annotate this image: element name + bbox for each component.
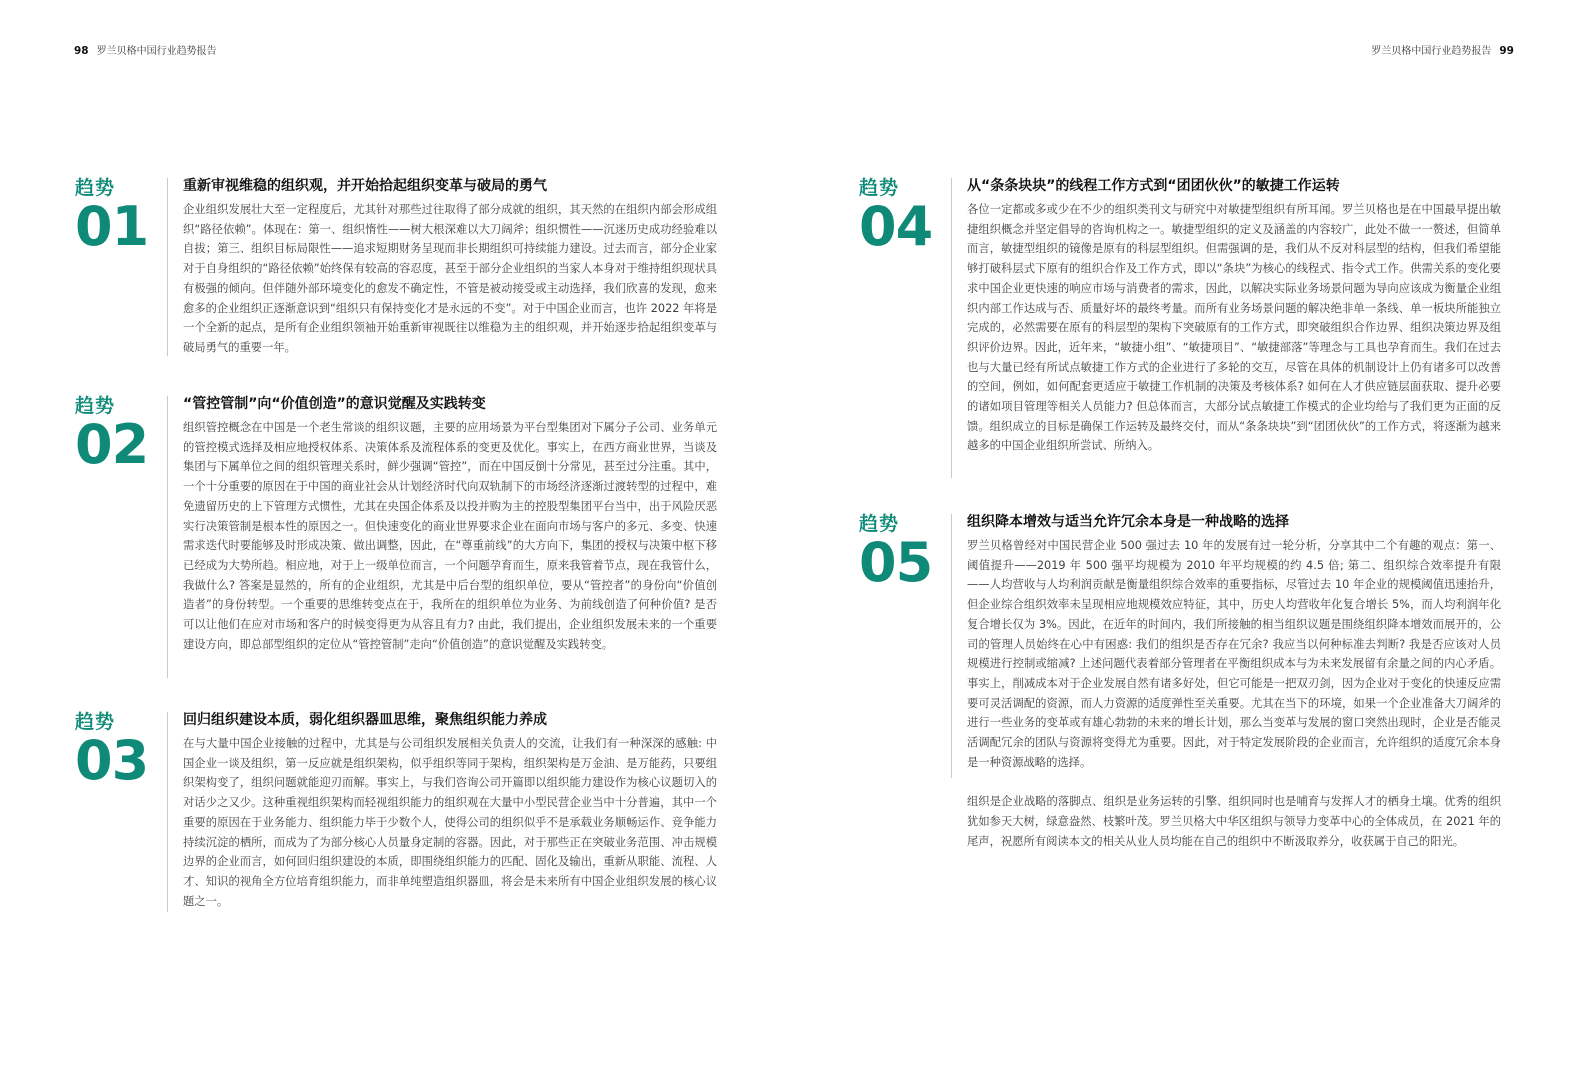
trend-tag: 趋势 [859,513,900,535]
trend-title: 组织降本增效与适当允许冗余本身是一种战略的选择 [967,514,1289,530]
section-divider [951,178,952,478]
section-divider [167,178,168,356]
trend-label [75,394,165,474]
trend-title: 重新审视维稳的组织观，并开始拾起组织变革与破局的勇气 [183,178,547,194]
trend-number: 03 [75,729,149,792]
section-divider [951,514,952,778]
trend-tag: 趋势 [75,395,116,417]
trend-tag: 趋势 [75,177,116,199]
section-divider [167,396,168,678]
trend-label [75,710,165,790]
trend-paragraph: 在与大量中国企业接触的过程中，尤其是与公司组织发展相关负责人的交流，让我们有一种深深的感触: 中国企业一谈及组织，第一反应就是组织架构，似乎组织等同于架构，组织架构是万金油、是万能药，只要组织架构变了，组织问题就能迎刃而解。事实上，与我们咨询公司开篇即以组织能力建设作为核心议题切入的对话少之又少。这种重视组织架构而轻视组织能力的组织观在大量中小型民营企业当中十分普遍，其中一个重要的原因在于业务能力、组织能力毕于少数个人，使得公司的组织似乎不是承载业务顺畅运作、竞争能力持续沉淀的栖所，而成为了为部分核心人员量身定制的容器。因此，对于那些正在突破业务范围、冲击规模边界的企业而言，如何回归组织建设的本质，即围绕组织能力的匹配、固化及输出，重新从职能、流程、人才、知识的视角全方位培育组织能力，而非单纯塑造组织器皿，将会是未来所有中国企业组织发展的核心议题之一。 [183,737,717,908]
trend-title: “管控管制”向“价值创造”的意识觉醒及实践转变 [183,396,486,412]
trend-tag: 趋势 [859,177,900,199]
section-divider [167,712,168,912]
trend-paragraph: 罗兰贝格曾经对中国民营企业 500 强过去 10 年的发展有过一轮分析，分享其中二个有趣的观点：第一、阈值提升——2019 年 500 强平均规模为 2010 年平均规模的约 4.5 倍; 第二、组织综合效率提升有限——人均营收与人均利润贡献是衡量组织综合效率的重要指标，尽管过去 10 年企业的规模阈值迅速抬升，但企业综合组织效率未呈现相应地规模效应特征，其中，历史人均营收年化复合增长 5%，而人均利润年化复合增长仅为 3%。因此，在近年的时间内，我们所接触的相当组织议题是围绕组织降本增效而展开的，公司的管理人员始终在心中有困惑: 我们的组织是否存在冗余? 我应当以何种标准去判断? 我是否应该对人员规模进行控制或缩减? 上述问题代表着部分管理者在平衡组织成本与为未来发展留有余量之间的内心矛盾。事实上，削减成本对于企业发展自然有诸多好处，但它可能是一把双刃剑，因为企业对于变化的快速反应需要可灵活调配的资源，而人力资源的适度弹性至关重要。尤其在当下的环境，如果一个企业准备大刀阔斧的进行一些业务的变革或有雄心勃勃的未来的增长计划，那么当变革与发展的窗口突然出现时，企业是否能灵活调配冗余的团队与资源将变得尤为重要。因此，对于特定发展阶段的企业而言，允许组织的适度冗余本身是一种资源战略的选择。 [967,539,1501,769]
trend-tag: 趋势 [75,711,116,733]
left-page-number: 98 [74,45,89,57]
trend-number: 04 [859,195,933,258]
trend-number: 05 [859,531,933,594]
trend-label [859,176,949,256]
trend-paragraph: 各位一定都或多或少在不少的组织类刊文与研究中对敏捷型组织有所耳闻。罗兰贝格也是在中国最早提出敏捷组织概念并坚定倡导的咨询机构之一。敏捷型组织的定义及涵盖的内容较广，此处不做一一赘述，但简单而言，敏捷型组织的镜像是原有的科层型组织。但需强调的是，我们从不反对科层型的结构，但我们希望能够打破科层式下原有的组织合作及工作方式，即以“条块”为核心的线程式、指令式工作。供需关系的变化要求中国企业更快速的响应市场与消费者的需求，因此，以解决实际业务场景问题为导向应该成为衡量企业组织内部工作达成与否、质量好坏的最终考量。而所有业务场景问题的解决绝非单一条线、单一板块所能独立完成的，必然需要在原有的科层型的架构下突破原有的工作方式，即突破组织合作边界、组织决策边界及组织评价边界。因此，近年来，“敏捷小组”、“敏捷项目”、“敏捷部落”等理念与工具也孕育而生。我们在过去也与大量已经有所试点敏捷工作方式的企业进行了多轮的交互，尽管在具体的机制设计上仍有诸多可以改善的空间，例如，如何配套更适应于敏捷工作机制的决策及考核体系? 如何在人才供应链层面获取、提升必要的诸如项目管理等相关人员能力? 但总体而言，大部分试点敏捷工作模式的企业均给与了我们更为正面的反馈。组织成立的目标是确保工作运转及最终交付，而从“条条块块”到“团团伙伙”的工作方式，将逐渐为越来越多的中国企业组织所尝试、所纳入。 [967,203,1501,453]
left-page-header [74,42,217,57]
trend-number: 01 [75,195,149,258]
trend-paragraph: 组织管控概念在中国是一个老生常谈的组织议题，主要的应用场景为平台型集团对下属分子公司、业务单元的管控模式选择及相应地授权体系、决策体系及流程体系的变更及优化。事实上，在西方商业世界，当谈及集团与下属单位之间的组织管理关系时，鲜少强调“管控”，而在中国反倒十分常见，甚至过分注重。其中，一个十分重要的原因在于中国的商业社会从计划经济时代向双轨制下的市场经济逐渐过渡转型的过程中，难免遗留历史的上下管理方式惯性，尤其在央国企体系及以投并购为主的控股型集团平台当中，出于风险厌恶实行决策管制是根本性的原因之一。但快速变化的商业世界要求企业在面向市场与客户的多元、多变、快速需求迭代时要能够及时形成决策、做出调整，因此，在“尊重前线”的大方向下，集团的授权与决策中枢下移已经成为大势所趋。相应地，对于上一级单位而言，一个问题孕育而生，原来我管着节点，现在我管什么，我做什么? 答案是显然的，所有的企业组织，尤其是中后台型的组织单位，要从“管控者”的身份向“价值创造者”的身份转型。一个重要的思维转变点在于，我所在的组织单位为业务、为前线创造了何种价值? 是否可以让他们在应对市场和客户的时候变得更为从容且有力? 由此，我们提出，企业组织发展未来的一个重要建设方向，即总部型组织的定位从“管控管制”走向“价值创造”的意识觉醒及实践转变。 [183,421,717,651]
trend-title: 从“条条块块”的线程工作方式到“团团伙伙”的敏捷工作运转 [967,178,1340,194]
right-page-header [1371,42,1514,57]
trend-paragraph: 企业组织发展壮大至一定程度后，尤其针对那些过往取得了部分成就的组织，其天然的在组织内部会形成组织“路径依赖”。体现在：第一、组织惰性——树大根深难以大刀阔斧；组织惯性——沉迷历史成功经验难以自拔；第三、组织目标局限性——追求短期财务呈现而非长期组织可持续能力建设。过去而言，部分企业家对于自身组织的“路径依赖”始终保有较高的容忍度，甚至于部分企业组织的当家人本身对于维持组织现状具有极强的倾向。但伴随外部环境变化的愈发不确定性，不管是被动接受或主动选择，我们欣喜的发现，愈来愈多的企业组织正逐渐意识到“组织只有保持变化才是永远的不变”。对于中国企业而言，也许 2022 年将是一个全新的起点，是所有企业组织领袖开始重新审视既往以维稳为主的组织观，并开始逐步拾起组织变革与破局勇气的重要一年。 [183,203,717,354]
trend-title: 回归组织建设本质，弱化组织器皿思维，聚焦组织能力养成 [183,712,547,728]
right-page-number: 99 [1499,45,1514,57]
left-report-title: 罗兰贝格中国行业趋势报告 [96,46,217,57]
right-report-title: 罗兰贝格中国行业趋势报告 [1371,46,1492,57]
trend-label [75,176,165,256]
trend-label [859,512,949,592]
trend-number: 02 [75,413,149,476]
closing-paragraph: 组织是企业战略的落脚点、组织是业务运转的引擎、组织同时也是哺育与发挥人才的栖身土壤。优秀的组织犹如参天大树，绿意盎然、枝繁叶茂。罗兰贝格大中华区组织与领导力变革中心的全体成员，在 2021 年的尾声，祝愿所有阅读本文的相关从业人员均能在自己的组织中不断汲取养分，收获属于自己的阳光。 [967,795,1501,848]
